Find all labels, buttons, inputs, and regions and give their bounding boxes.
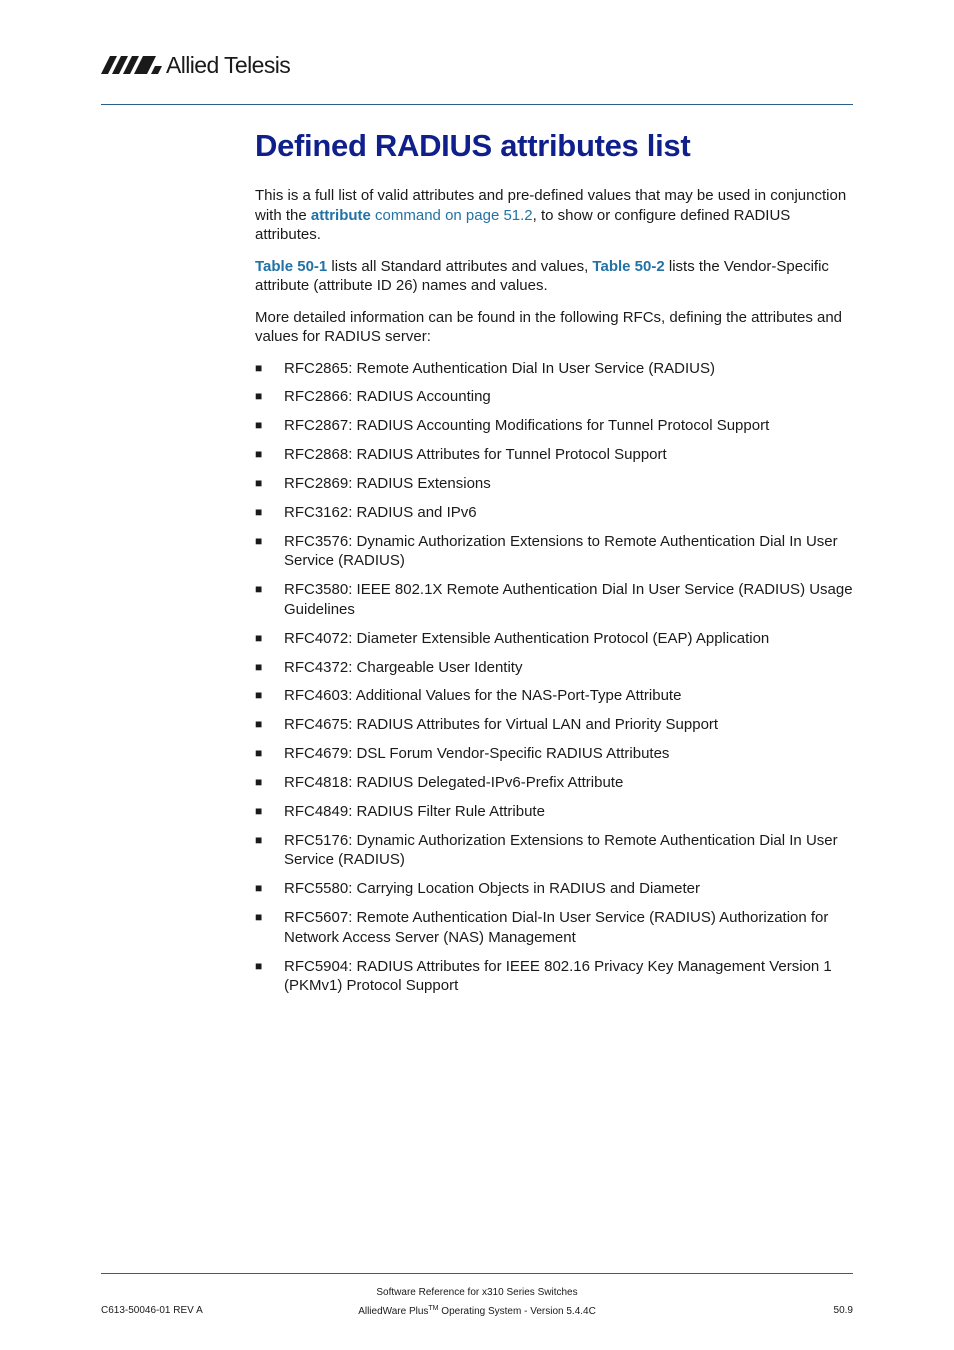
list-item-text: RFC2865: Remote Authentication Dial In User Service (RADIUS)	[284, 359, 716, 377]
attribute-command-link[interactable]: attribute	[310, 206, 371, 224]
list-item	[255, 957, 855, 996]
footer-trademark: TM	[428, 1305, 439, 1312]
list-item	[255, 908, 855, 947]
bullet-square-icon: ■	[255, 803, 263, 818]
command-page-link[interactable]: command on page 51.2	[370, 206, 533, 224]
footer-os-version: Operating System - Version 5.4.4C	[438, 1306, 596, 1317]
list-item-text: RFC4849: RADIUS Filter Rule Attribute	[284, 802, 545, 820]
list-item	[255, 744, 855, 764]
list-item	[255, 831, 855, 870]
list-item-text: RFC5580: Carrying Location Objects in RADIUS and Diameter	[284, 880, 701, 898]
list-item-text: RFC4679: DSL Forum Vendor-Specific RADIUS Attributes	[284, 745, 670, 763]
bullet-square-icon: ■	[255, 717, 263, 732]
intro-text-2b: lists the Vendor-Specific attribute (attribute ID 26) names and values.	[255, 257, 829, 294]
list-item-text: RFC2868: RADIUS Attributes for Tunnel Protocol Support	[284, 446, 667, 464]
bullet-square-icon: ■	[255, 630, 263, 645]
bullet-square-icon: ■	[255, 958, 263, 973]
list-item-text: RFC2867: RADIUS Accounting Modifications for Tunnel Protocol Support	[284, 417, 770, 435]
rfc-list	[255, 359, 855, 996]
intro-text-2a: lists all Standard attributes and values,	[327, 257, 593, 275]
list-item-text: RFC2869: RADIUS Extensions	[284, 475, 491, 493]
bullet-square-icon: ■	[255, 881, 263, 896]
footer-product	[101, 1305, 853, 1317]
list-item-text: RFC3162: RADIUS and IPv6	[284, 503, 477, 521]
list-item	[255, 359, 855, 379]
list-item-text: RFC3580: IEEE 802.1X Remote Authentication Dial In User Service (RADIUS) Usage Guidelines	[284, 581, 853, 618]
page-title: Defined RADIUS attributes list	[255, 128, 691, 163]
footer-page-number: 50.9	[833, 1305, 853, 1316]
list-item	[255, 802, 855, 822]
bullet-square-icon: ■	[255, 447, 263, 462]
footer-doc-id: C613-50046-01 REV A	[101, 1305, 203, 1316]
table-50-1-link[interactable]: Table 50-1	[255, 257, 328, 275]
intro-paragraph-3: More detailed information can be found in the following RFCs, defining the attributes and values for RADIUS server:	[255, 308, 843, 345]
bullet-square-icon: ■	[255, 775, 263, 790]
list-item-text: RFC4603: Additional Values for the NAS-Port-Type Attribute	[284, 687, 682, 705]
header-rule	[101, 104, 853, 105]
list-item	[255, 715, 855, 735]
bullet-square-icon: ■	[255, 504, 263, 519]
bullet-square-icon: ■	[255, 389, 263, 404]
list-item-text: RFC4675: RADIUS Attributes for Virtual LAN and Priority Support	[284, 716, 719, 734]
list-item-text: RFC4072: Diameter Extensible Authentication Protocol (EAP) Application	[284, 629, 770, 647]
footer-rule	[101, 1273, 853, 1274]
footer-title: Software Reference for x310 Series Switches	[376, 1287, 578, 1298]
bullet-square-icon: ■	[255, 476, 263, 491]
list-item	[255, 686, 855, 706]
list-item	[255, 416, 855, 436]
list-item-text: RFC4372: Chargeable User Identity	[284, 658, 523, 676]
allied-telesis-logo	[101, 52, 290, 78]
intro-text-1b: , to show or configure defined RADIUS attributes.	[255, 206, 791, 243]
intro-text-1a: This is a full list of valid attributes and pre-defined values that may be used in conjunction with the	[255, 187, 847, 224]
list-item	[255, 879, 855, 899]
logo-mark-icon	[101, 55, 163, 75]
list-item-text: RFC3576: Dynamic Authorization Extensions to Remote Authentication Dial In User Service (RADIUS)	[284, 532, 838, 570]
list-item	[255, 503, 855, 523]
footer-product-name: AlliedWare Plus	[358, 1306, 429, 1317]
list-item-text: RFC5176: Dynamic Authorization Extensions to Remote Authentication Dial In User Service (RADIUS)	[284, 831, 838, 869]
list-item	[255, 580, 855, 619]
list-item-text: RFC4818: RADIUS Delegated-IPv6-Prefix Attribute	[284, 774, 624, 792]
bullet-square-icon: ■	[255, 659, 263, 674]
bullet-square-icon: ■	[255, 582, 263, 597]
intro-paragraph-2	[255, 257, 855, 296]
list-item-text: RFC5607: Remote Authentication Dial-In User Service (RADIUS) Authorization for Network Access Server (NAS) Management	[284, 909, 829, 946]
logo-text: Allied Telesis	[166, 51, 291, 78]
list-item	[255, 532, 855, 571]
main-content	[255, 126, 855, 1005]
list-item	[255, 629, 855, 649]
bullet-square-icon: ■	[255, 533, 263, 548]
list-item	[255, 445, 855, 465]
bullet-square-icon: ■	[255, 832, 263, 847]
bullet-square-icon: ■	[255, 688, 263, 703]
list-item	[255, 773, 855, 793]
bullet-square-icon: ■	[255, 910, 263, 925]
bullet-square-icon: ■	[255, 360, 263, 375]
intro-paragraph-1	[255, 186, 855, 245]
bullet-square-icon: ■	[255, 746, 263, 761]
list-item-text: RFC5904: RADIUS Attributes for IEEE 802.16 Privacy Key Management Version 1 (PKMv1) Protocol Support	[284, 957, 832, 995]
table-50-2-link[interactable]: Table 50-2	[592, 257, 665, 275]
list-item	[255, 658, 855, 678]
list-item	[255, 387, 855, 407]
list-item-text: RFC2866: RADIUS Accounting	[284, 388, 491, 406]
list-item	[255, 474, 855, 494]
bullet-square-icon: ■	[255, 418, 263, 433]
